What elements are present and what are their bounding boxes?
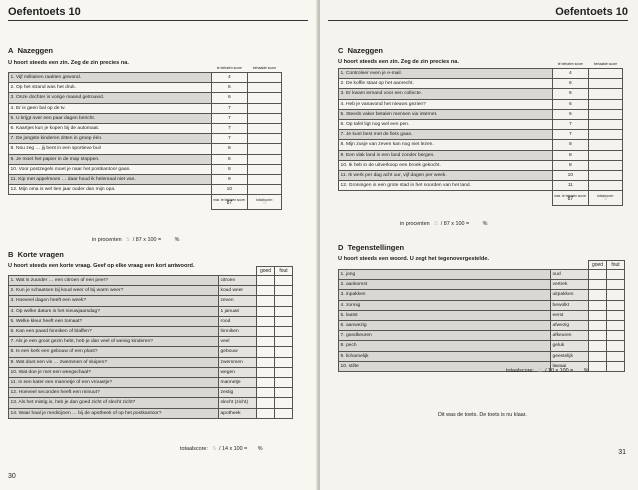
fout-checkbox[interactable] bbox=[607, 300, 625, 310]
table-row bbox=[9, 388, 293, 398]
section-letter: C bbox=[338, 46, 344, 55]
fout-checkbox[interactable] bbox=[275, 337, 293, 347]
goed-checkbox[interactable] bbox=[257, 408, 275, 418]
item-score-cell[interactable] bbox=[589, 99, 623, 109]
goed-checkbox[interactable] bbox=[257, 398, 275, 408]
fout-checkbox[interactable] bbox=[275, 316, 293, 326]
item-sentence: 8. Mijn zusje van zeven kan nog niet lezen. bbox=[339, 140, 553, 150]
item-question: 12. Hoeveel seconden heeft een minuut? bbox=[9, 388, 219, 398]
table-row bbox=[339, 79, 623, 89]
table-row bbox=[9, 164, 282, 174]
item-score-cell[interactable] bbox=[589, 140, 623, 150]
fout-checkbox[interactable] bbox=[275, 357, 293, 367]
table-row bbox=[9, 185, 282, 195]
item-sentence: 8. Nou zeg … jij bent in een sportieve bui! bbox=[9, 144, 212, 154]
item-sentence: 4. Er is geen bal op de tv. bbox=[9, 103, 212, 113]
fout-checkbox[interactable] bbox=[275, 408, 293, 418]
section-a-instruction: U hoort steeds een zin. Zeg de zin precies na. bbox=[8, 60, 129, 66]
item-max-score: 7 bbox=[211, 113, 247, 123]
item-max-score: 7 bbox=[211, 134, 247, 144]
item-answer: koud weer bbox=[219, 286, 257, 296]
goed-checkbox[interactable] bbox=[257, 306, 275, 316]
fout-checkbox[interactable] bbox=[607, 341, 625, 351]
col-max-header: te behalen score bbox=[557, 61, 583, 66]
item-max-score: 6 bbox=[552, 89, 588, 99]
goed-checkbox[interactable] bbox=[257, 286, 275, 296]
item-max-score: 8 bbox=[211, 164, 247, 174]
table-row bbox=[339, 300, 625, 310]
item-score-cell[interactable] bbox=[589, 69, 623, 79]
fout-checkbox[interactable] bbox=[275, 367, 293, 377]
section-title: Tegenstellingen bbox=[347, 243, 405, 252]
section-title: Nazeggen bbox=[17, 46, 54, 55]
item-score-cell[interactable] bbox=[248, 134, 282, 144]
col-max-header: te behalen score bbox=[216, 65, 242, 70]
total-score-cell[interactable] bbox=[589, 191, 623, 206]
table-row bbox=[339, 69, 623, 79]
goed-checkbox[interactable] bbox=[257, 388, 275, 398]
fout-checkbox[interactable] bbox=[275, 398, 293, 408]
table-row bbox=[339, 160, 623, 170]
item-max-score: 7 bbox=[552, 120, 588, 130]
table-row bbox=[339, 181, 623, 191]
item-max-score: 4 bbox=[211, 73, 247, 83]
table-row bbox=[339, 150, 623, 160]
item-max-score: 10 bbox=[211, 185, 247, 195]
table-row bbox=[9, 286, 293, 296]
goed-checkbox[interactable] bbox=[589, 351, 607, 361]
item-answer: geestelijk bbox=[551, 351, 589, 361]
table-row bbox=[9, 316, 293, 326]
item-answer: veel bbox=[219, 337, 257, 347]
section-c-percentage: in procenten S / 87 x 100 = % bbox=[400, 221, 488, 227]
section-title: Nazeggen bbox=[347, 46, 384, 55]
table-row bbox=[9, 134, 282, 144]
item-max-score: 8 bbox=[552, 140, 588, 150]
item-max-score: 10 bbox=[552, 171, 588, 181]
table-row bbox=[339, 89, 623, 99]
table-row bbox=[9, 296, 293, 306]
item-answer: eerst bbox=[551, 310, 589, 320]
item-max-score: 11 bbox=[552, 181, 588, 191]
item-sentence: 6. Op tafel ligt nog wel een pen. bbox=[339, 120, 553, 130]
table-row bbox=[9, 175, 282, 185]
section-a-percentage: in procenten S / 87 x 100 = % bbox=[92, 237, 180, 243]
goed-checkbox[interactable] bbox=[257, 276, 275, 286]
max-total-label: max. te behalen score: bbox=[554, 193, 587, 198]
item-score-cell[interactable] bbox=[248, 83, 282, 93]
item-question: 2. aankomst bbox=[339, 280, 551, 290]
table-row bbox=[9, 93, 282, 103]
fout-checkbox[interactable] bbox=[607, 331, 625, 341]
item-question: 9. lichamelijk bbox=[339, 351, 551, 361]
fout-checkbox[interactable] bbox=[275, 388, 293, 398]
item-question: 8. Is een kerk een gebouw of een plant? bbox=[9, 347, 219, 357]
item-score-cell[interactable] bbox=[248, 175, 282, 185]
table-row bbox=[9, 378, 293, 388]
fout-checkbox[interactable] bbox=[607, 290, 625, 300]
item-max-score: 7 bbox=[211, 124, 247, 134]
item-answer: geluk bbox=[551, 341, 589, 351]
table-row bbox=[9, 327, 293, 337]
table-row bbox=[9, 83, 282, 93]
item-score-cell[interactable] bbox=[248, 124, 282, 134]
max-total-value: 87 bbox=[567, 196, 574, 203]
goed-checkbox[interactable] bbox=[589, 280, 607, 290]
goed-checkbox[interactable] bbox=[257, 347, 275, 357]
item-answer: mannetje bbox=[219, 378, 257, 388]
section-letter: D bbox=[338, 243, 344, 252]
item-max-score: 8 bbox=[552, 150, 588, 160]
item-score-cell[interactable] bbox=[589, 130, 623, 140]
table-row bbox=[9, 398, 293, 408]
goed-checkbox[interactable] bbox=[257, 316, 275, 326]
item-sentence: 3. Er kwam iemand voor een collecte. bbox=[339, 89, 553, 99]
fout-checkbox[interactable] bbox=[275, 378, 293, 388]
item-score-cell[interactable] bbox=[589, 109, 623, 119]
item-answer: zestig bbox=[219, 388, 257, 398]
item-sentence: 1. Vijf militairen raakten gewond. bbox=[9, 73, 212, 83]
table-row bbox=[339, 280, 625, 290]
item-answer: 1 januari bbox=[219, 306, 257, 316]
table-row bbox=[9, 113, 282, 123]
totals-spacer bbox=[9, 195, 212, 210]
table-row bbox=[9, 276, 293, 286]
page-number: 30 bbox=[8, 473, 16, 480]
fout-checkbox[interactable] bbox=[607, 361, 625, 371]
goed-checkbox[interactable] bbox=[257, 296, 275, 306]
col-score-header: behaalde score bbox=[593, 61, 618, 66]
table-row bbox=[9, 337, 293, 347]
max-total-label: max. te behalen score: bbox=[213, 197, 246, 202]
table-row bbox=[9, 408, 293, 418]
item-max-score: 8 bbox=[211, 144, 247, 154]
total-score-cell[interactable] bbox=[248, 195, 282, 210]
item-sentence: 3. Onze dochter is vorige maand getrouwd. bbox=[9, 93, 212, 103]
goed-checkbox[interactable] bbox=[589, 290, 607, 300]
table-row bbox=[339, 331, 625, 341]
fout-checkbox[interactable] bbox=[607, 310, 625, 320]
col-fout-header: fout bbox=[607, 261, 625, 270]
table-row bbox=[9, 357, 293, 367]
item-sentence: 1. Controleer even je e-mail. bbox=[339, 69, 553, 79]
table-row bbox=[339, 321, 625, 331]
section-b-instruction: U hoort steeds een korte vraag. Geef op elke vraag een kort antwoord. bbox=[8, 263, 195, 269]
item-score-cell[interactable] bbox=[248, 185, 282, 195]
fout-checkbox[interactable] bbox=[607, 351, 625, 361]
item-sentence: 7. Je kunt best met de fiets gaan. bbox=[339, 130, 553, 140]
item-answer: slecht (zicht) bbox=[219, 398, 257, 408]
closing-note: Dit was de toets. De toets is nu klaar. bbox=[438, 412, 527, 418]
total-score-value: S bbox=[262, 200, 267, 207]
total-score-label: totaalscore: bbox=[597, 193, 614, 198]
item-answer: lawaai bbox=[551, 361, 589, 371]
item-sentence: 9. Je moet het papier in de map stoppen. bbox=[9, 154, 212, 164]
goed-checkbox[interactable] bbox=[589, 270, 607, 280]
item-answer: zeven bbox=[219, 296, 257, 306]
item-max-score: 8 bbox=[552, 160, 588, 170]
item-score-cell[interactable] bbox=[589, 181, 623, 191]
item-max-score: 6 bbox=[552, 79, 588, 89]
section-d-table bbox=[338, 260, 625, 372]
col-goed-header: goed bbox=[257, 267, 275, 276]
item-answer: oud bbox=[551, 270, 589, 280]
fout-checkbox[interactable] bbox=[607, 321, 625, 331]
item-sentence: 9. Een vlak land is een land zonder bergen. bbox=[339, 150, 553, 160]
item-score-cell[interactable] bbox=[589, 160, 623, 170]
item-sentence: 10. Voor postzegels moet je naar het postkantoor gaan. bbox=[9, 164, 212, 174]
item-score-cell[interactable] bbox=[248, 93, 282, 103]
item-question: 13. Als het mistig is, heb je dan goed zicht of slecht zicht? bbox=[9, 398, 219, 408]
item-question: 4. zonnig bbox=[339, 300, 551, 310]
section-b-heading bbox=[8, 250, 64, 259]
table-row bbox=[339, 290, 625, 300]
total-score-label: totaalscore: bbox=[256, 197, 273, 202]
fout-checkbox[interactable] bbox=[275, 276, 293, 286]
item-sentence: 11. Kip met appelmoes … daar houd ik helemaal niet van. bbox=[9, 175, 212, 185]
totals-row bbox=[9, 195, 282, 210]
item-question: 5. Welke kleur heeft een tomaat? bbox=[9, 316, 219, 326]
section-c-heading bbox=[338, 46, 383, 55]
table-row bbox=[9, 306, 293, 316]
item-sentence: 4. Heb je vanavond het nieuws gezien? bbox=[339, 99, 553, 109]
section-d-instruction: U hoort steeds een woord. U zegt het tegenovergestelde. bbox=[338, 256, 490, 262]
goed-checkbox[interactable] bbox=[257, 337, 275, 347]
item-question: 1. jong bbox=[339, 270, 551, 280]
item-sentence: 5. Steeds vaker betalen mensen via internet. bbox=[339, 109, 553, 119]
item-question: 9. Wat doet een vis … zwemmen of sluipen? bbox=[9, 357, 219, 367]
item-score-cell[interactable] bbox=[248, 154, 282, 164]
item-score-cell[interactable] bbox=[589, 120, 623, 130]
col-score-header: behaalde score bbox=[252, 65, 277, 70]
item-max-score: 6 bbox=[552, 99, 588, 109]
item-sentence: 11. Ik werk per dag acht uur, vijf dagen per week. bbox=[339, 171, 553, 181]
item-question: 6. aanwezig bbox=[339, 321, 551, 331]
section-letter: B bbox=[8, 250, 14, 259]
page-header: Oefentoets 10 bbox=[8, 4, 308, 21]
item-max-score: 9 bbox=[211, 175, 247, 185]
section-d-heading bbox=[338, 243, 404, 252]
section-b-total: totaalscore: S / 14 x 100 = % bbox=[180, 446, 263, 452]
fout-checkbox[interactable] bbox=[607, 280, 625, 290]
item-answer: hinniken bbox=[219, 327, 257, 337]
page-number: 31 bbox=[618, 449, 626, 456]
goed-checkbox[interactable] bbox=[589, 300, 607, 310]
section-c-table bbox=[338, 61, 623, 206]
table-row bbox=[9, 73, 282, 83]
max-total-cell bbox=[552, 191, 588, 206]
item-score-cell[interactable] bbox=[589, 79, 623, 89]
goed-checkbox[interactable] bbox=[257, 357, 275, 367]
item-score-cell[interactable] bbox=[589, 150, 623, 160]
item-answer: apotheek bbox=[219, 408, 257, 418]
item-score-cell[interactable] bbox=[248, 103, 282, 113]
section-b-table bbox=[8, 266, 293, 419]
right-page bbox=[320, 0, 638, 490]
total-score-value: S bbox=[603, 196, 608, 203]
section-a-heading bbox=[8, 46, 53, 55]
item-answer: bewolkt bbox=[551, 300, 589, 310]
item-question: 5. laatst bbox=[339, 310, 551, 320]
item-sentence: 2. De koffie staat op het aanrecht. bbox=[339, 79, 553, 89]
fout-checkbox[interactable] bbox=[607, 270, 625, 280]
item-answer: citroen bbox=[219, 276, 257, 286]
col-fout-header: fout bbox=[275, 267, 293, 276]
table-row bbox=[9, 367, 293, 377]
item-score-cell[interactable] bbox=[248, 164, 282, 174]
fout-checkbox[interactable] bbox=[275, 306, 293, 316]
item-max-score: 6 bbox=[552, 109, 588, 119]
goed-checkbox[interactable] bbox=[589, 321, 607, 331]
section-c-instruction: U hoort steeds een zin. Zeg de zin precies na. bbox=[338, 59, 459, 65]
totals-spacer bbox=[339, 191, 553, 206]
left-page bbox=[0, 0, 318, 490]
table-row bbox=[339, 130, 623, 140]
item-max-score: 7 bbox=[552, 130, 588, 140]
item-score-cell[interactable] bbox=[248, 113, 282, 123]
goed-checkbox[interactable] bbox=[257, 367, 275, 377]
goed-checkbox[interactable] bbox=[589, 341, 607, 351]
item-question: 3. inpakken bbox=[339, 290, 551, 300]
section-title: Korte vragen bbox=[17, 250, 64, 259]
item-answer: wegen bbox=[219, 367, 257, 377]
table-row bbox=[339, 171, 623, 181]
item-question: 2. Kun je schaatsen bij koud weer of bij warm weer? bbox=[9, 286, 219, 296]
item-question: 7. Als je een groot gezin hebt, heb je dan veel of weinig kinderen? bbox=[9, 337, 219, 347]
max-total-cell bbox=[211, 195, 247, 210]
table-row bbox=[9, 144, 282, 154]
item-max-score: 8 bbox=[211, 154, 247, 164]
item-question: 8. pech bbox=[339, 341, 551, 351]
item-answer: afwezig bbox=[551, 321, 589, 331]
item-answer: rood bbox=[219, 316, 257, 326]
item-score-cell[interactable] bbox=[589, 89, 623, 99]
item-question: 10. stilte bbox=[339, 361, 551, 371]
item-question: 3. Hoeveel dagen heeft een week? bbox=[9, 296, 219, 306]
item-sentence: 12. Mijn oma is wel tien jaar ouder dan mijn opa. bbox=[9, 185, 212, 195]
table-row bbox=[9, 154, 282, 164]
table-row bbox=[339, 109, 623, 119]
item-sentence: 7. De jongste kinderen zitten in groep één. bbox=[9, 134, 212, 144]
table-row bbox=[9, 103, 282, 113]
table-row bbox=[339, 310, 625, 320]
table-row bbox=[9, 124, 282, 134]
section-d-total: totaalscore: S / 10 x 100 = % bbox=[506, 368, 589, 374]
fout-checkbox[interactable] bbox=[275, 286, 293, 296]
item-answer: gebouw bbox=[219, 347, 257, 357]
item-question: 4. Op welke datum is het nieuwjaarsdag? bbox=[9, 306, 219, 316]
item-sentence: 5. U krijgt over een paar dagen bericht. bbox=[9, 113, 212, 123]
table-row bbox=[9, 347, 293, 357]
section-a-table bbox=[8, 65, 282, 210]
table-row bbox=[339, 140, 623, 150]
item-question: 7. goedkeuren bbox=[339, 331, 551, 341]
table-row bbox=[339, 351, 625, 361]
goed-checkbox[interactable] bbox=[589, 331, 607, 341]
fout-checkbox[interactable] bbox=[275, 327, 293, 337]
max-total-value: 87 bbox=[226, 200, 233, 207]
item-max-score: 7 bbox=[211, 103, 247, 113]
page-header: Oefentoets 10 bbox=[328, 4, 628, 21]
item-answer: zwemmen bbox=[219, 357, 257, 367]
col-goed-header: goed bbox=[589, 261, 607, 270]
item-question: 10. Wat doe je met een weegschaal? bbox=[9, 367, 219, 377]
item-question: 11. Is een kater een mannetje of een vrouwtje? bbox=[9, 378, 219, 388]
item-answer: vertrek bbox=[551, 280, 589, 290]
totals-row bbox=[339, 191, 623, 206]
table-row bbox=[339, 270, 625, 280]
item-answer: uitpakken bbox=[551, 290, 589, 300]
table-row bbox=[339, 99, 623, 109]
goed-checkbox[interactable] bbox=[257, 327, 275, 337]
item-sentence: 10. Ik heb in de uitverkoop een broek gekocht. bbox=[339, 160, 553, 170]
item-sentence: 12. Groningen is een grote stad in het noorden van het land. bbox=[339, 181, 553, 191]
fout-checkbox[interactable] bbox=[275, 296, 293, 306]
item-question: 1. Wat is zuurder … een citroen of een peer? bbox=[9, 276, 219, 286]
item-max-score: 4 bbox=[552, 69, 588, 79]
goed-checkbox[interactable] bbox=[589, 361, 607, 371]
item-sentence: 6. Kaartjes kun je kopen bij de automaat. bbox=[9, 124, 212, 134]
table-row bbox=[339, 120, 623, 130]
item-score-cell[interactable] bbox=[248, 144, 282, 154]
section-letter: A bbox=[8, 46, 14, 55]
item-sentence: 2. Op het strand was het druk. bbox=[9, 83, 212, 93]
item-score-cell[interactable] bbox=[248, 73, 282, 83]
table-row bbox=[339, 341, 625, 351]
item-answer: afkeuren bbox=[551, 331, 589, 341]
goed-checkbox[interactable] bbox=[589, 310, 607, 320]
item-score-cell[interactable] bbox=[589, 171, 623, 181]
item-question: 14. Waar haal je medicijnen … bij de apotheek of op het postkantoor? bbox=[9, 408, 219, 418]
item-max-score: 6 bbox=[211, 83, 247, 93]
fout-checkbox[interactable] bbox=[275, 347, 293, 357]
item-question: 6. Kan een paard hinniken of blaffen? bbox=[9, 327, 219, 337]
goed-checkbox[interactable] bbox=[257, 378, 275, 388]
item-max-score: 6 bbox=[211, 93, 247, 103]
